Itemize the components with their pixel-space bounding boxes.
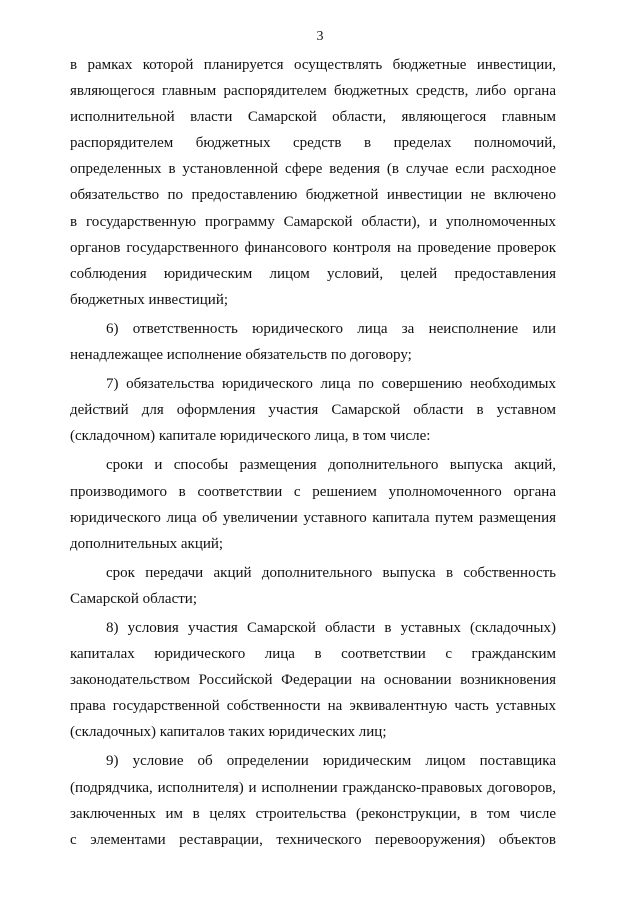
paragraph-item-6: 6) ответственность юридического лица за неисполнение или [106,320,556,337]
text-line: с элементами реставрации, технического перевооружения) объектов [70,831,556,848]
text-line: в рамках которой планируется осуществлять бюджетные инвестиции, [70,57,556,73]
paragraph-subitem: срок передачи акций дополнительного выпуска в собственность [106,564,556,581]
text-line: исполнительной власти Самарской области, являющегося главным [70,109,556,126]
page-number: 3 [316,29,324,44]
paragraph-item-7: 7) обязательства юридического лица по совершению необходимых [106,376,556,393]
paragraph-item-9: 9) условие об определении юридическим лицом поставщика [106,753,556,770]
text-line: законодательством Российской Федерации на основании возникновения [70,672,556,689]
text-line: капиталах юридического лица в соответствии с гражданским [70,646,556,663]
text-line: дополнительных акций; [70,535,224,552]
text-line: действий для оформления участия Самарской области в уставном [70,402,556,419]
text-line: производимого в соответствии с решением уполномоченного органа [70,483,556,500]
document-body [70,52,556,853]
text-line: заключенных им в целях строительства (реконструкции, в том числе [70,805,556,822]
text-line: в государственную программу Самарской области), и уполномоченных [70,213,556,230]
text-line: права государственной собственности на эквивалентную часть уставных [70,698,556,715]
text-line: распорядителем бюджетных средств в пределах полномочий, [70,135,556,152]
text-line: обязательство по предоставлению бюджетной инвестиции не включено [70,187,556,204]
text-line: (складочных) капиталов таких юридических лиц; [70,724,387,741]
text-line: юридического лица об увеличении уставного капитала путем размещения [70,509,556,526]
text-line: бюджетных инвестиций; [70,291,229,308]
text-line: соблюдения юридическим лицом условий, целей предоставления [70,265,556,282]
text-line: органов государственного финансового контроля на проведение проверок [70,239,556,256]
text-line: определенных в установленной сфере ведения (в случае если расходное [70,161,556,178]
paragraph-item-8: 8) условия участия Самарской области в уставных (складочных) [106,619,556,636]
text-line: Самарской области; [70,590,197,607]
text-line: (складочном) капитале юридического лица, в том числе: [70,428,431,445]
paragraph-subitem: сроки и способы размещения дополнительного выпуска акций, [106,457,556,474]
text-line: являющегося главным распорядителем бюджетных средств, либо органа [70,83,556,100]
text-line: ненадлежащее исполнение обязательств по договору; [70,347,412,364]
text-line: (подрядчика, исполнителя) и исполнении гражданско-правовых договоров, [70,779,556,796]
